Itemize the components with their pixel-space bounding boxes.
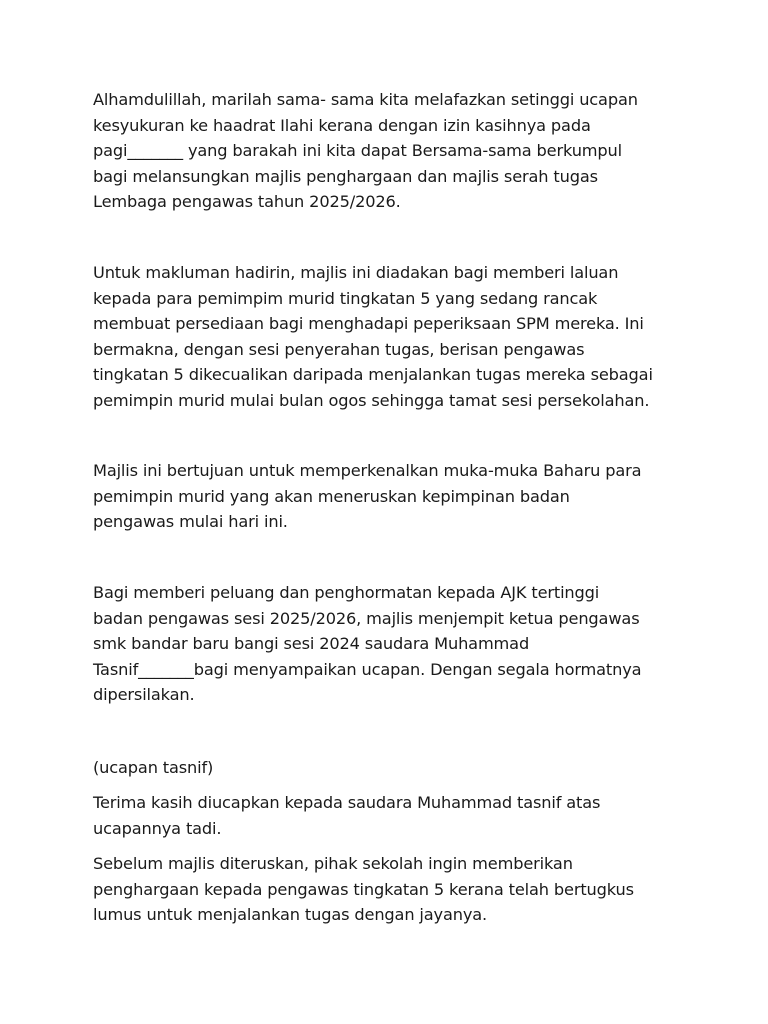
text-line: bagi melansungkan majlis penghargaan dan majlis serah tugas <box>93 166 598 186</box>
text-line: bermakna, dengan sesi penyerahan tugas, berisan pengawas <box>93 339 585 359</box>
text-line: membuat persediaan bagi menghadapi peperiksaan SPM mereka. Ini <box>93 314 644 333</box>
text-line: ucapannya tadi. <box>93 818 222 838</box>
text-line: (ucapan tasnif) <box>93 758 214 777</box>
text-line: smk bandar baru bangi sesi 2024 saudara Muhammad <box>93 634 530 653</box>
text-line: Untuk makluman hadirin, majlis ini diadakan bagi memberi laluan <box>93 263 619 282</box>
text-line: Alhamdulillah, marilah sama- sama kita melafazkan setinggi ucapan <box>93 90 638 109</box>
paragraph-appreciation <box>93 851 693 928</box>
text-line: penghargaan kepada pengawas tingkatan 5 kerana telah bertugkus <box>93 879 634 899</box>
paragraph-opening-greeting <box>93 87 693 215</box>
text-line: Tasnif_______bagi menyampaikan ucapan. Dengan segala hormatnya <box>93 659 642 679</box>
paragraph-thanks <box>93 790 693 841</box>
text-line: pemimpin murid yang akan meneruskan kepimpinan badan <box>93 486 570 506</box>
text-line: pemimpin murid mulai bulan ogos sehingga tamat sesi persekolahan. <box>93 390 650 410</box>
paragraph-speech-note <box>93 755 693 781</box>
text-line: Sebelum majlis diteruskan, pihak sekolah ingin memberikan <box>93 854 573 873</box>
text-line: Terima kasih diucapkan kepada saudara Muhammad tasnif atas <box>93 793 601 812</box>
text-line: pengawas mulai hari ini. <box>93 512 288 531</box>
text-line: lumus untuk menjalankan tugas dengan jayanya. <box>93 905 488 924</box>
text-line: kepada para pemimpim murid tingkatan 5 yang sedang rancak <box>93 288 598 308</box>
text-line: kesyukuran ke haadrat Ilahi kerana dengan izin kasihnya pada <box>93 115 591 135</box>
paragraph-invitation <box>93 580 693 708</box>
text-line: dipersilakan. <box>93 685 195 704</box>
text-line: Lembaga pengawas tahun 2025/2026. <box>93 192 401 211</box>
text-line: pagi_______ yang barakah ini kita dapat Bersama-sama berkumpul <box>93 141 623 160</box>
text-line: badan pengawas sesi 2025/2026, majlis menjempit ketua pengawas <box>93 608 640 628</box>
paragraph-purpose <box>93 458 693 535</box>
text-line: Majlis ini bertujuan untuk memperkenalkan muka-muka Baharu para <box>93 461 642 480</box>
paragraph-announcement <box>93 260 693 413</box>
text-line: tingkatan 5 dikecualikan daripada menjalankan tugas mereka sebagai <box>93 365 653 384</box>
text-line: Bagi memberi peluang dan penghormatan kepada AJK tertinggi <box>93 583 600 602</box>
